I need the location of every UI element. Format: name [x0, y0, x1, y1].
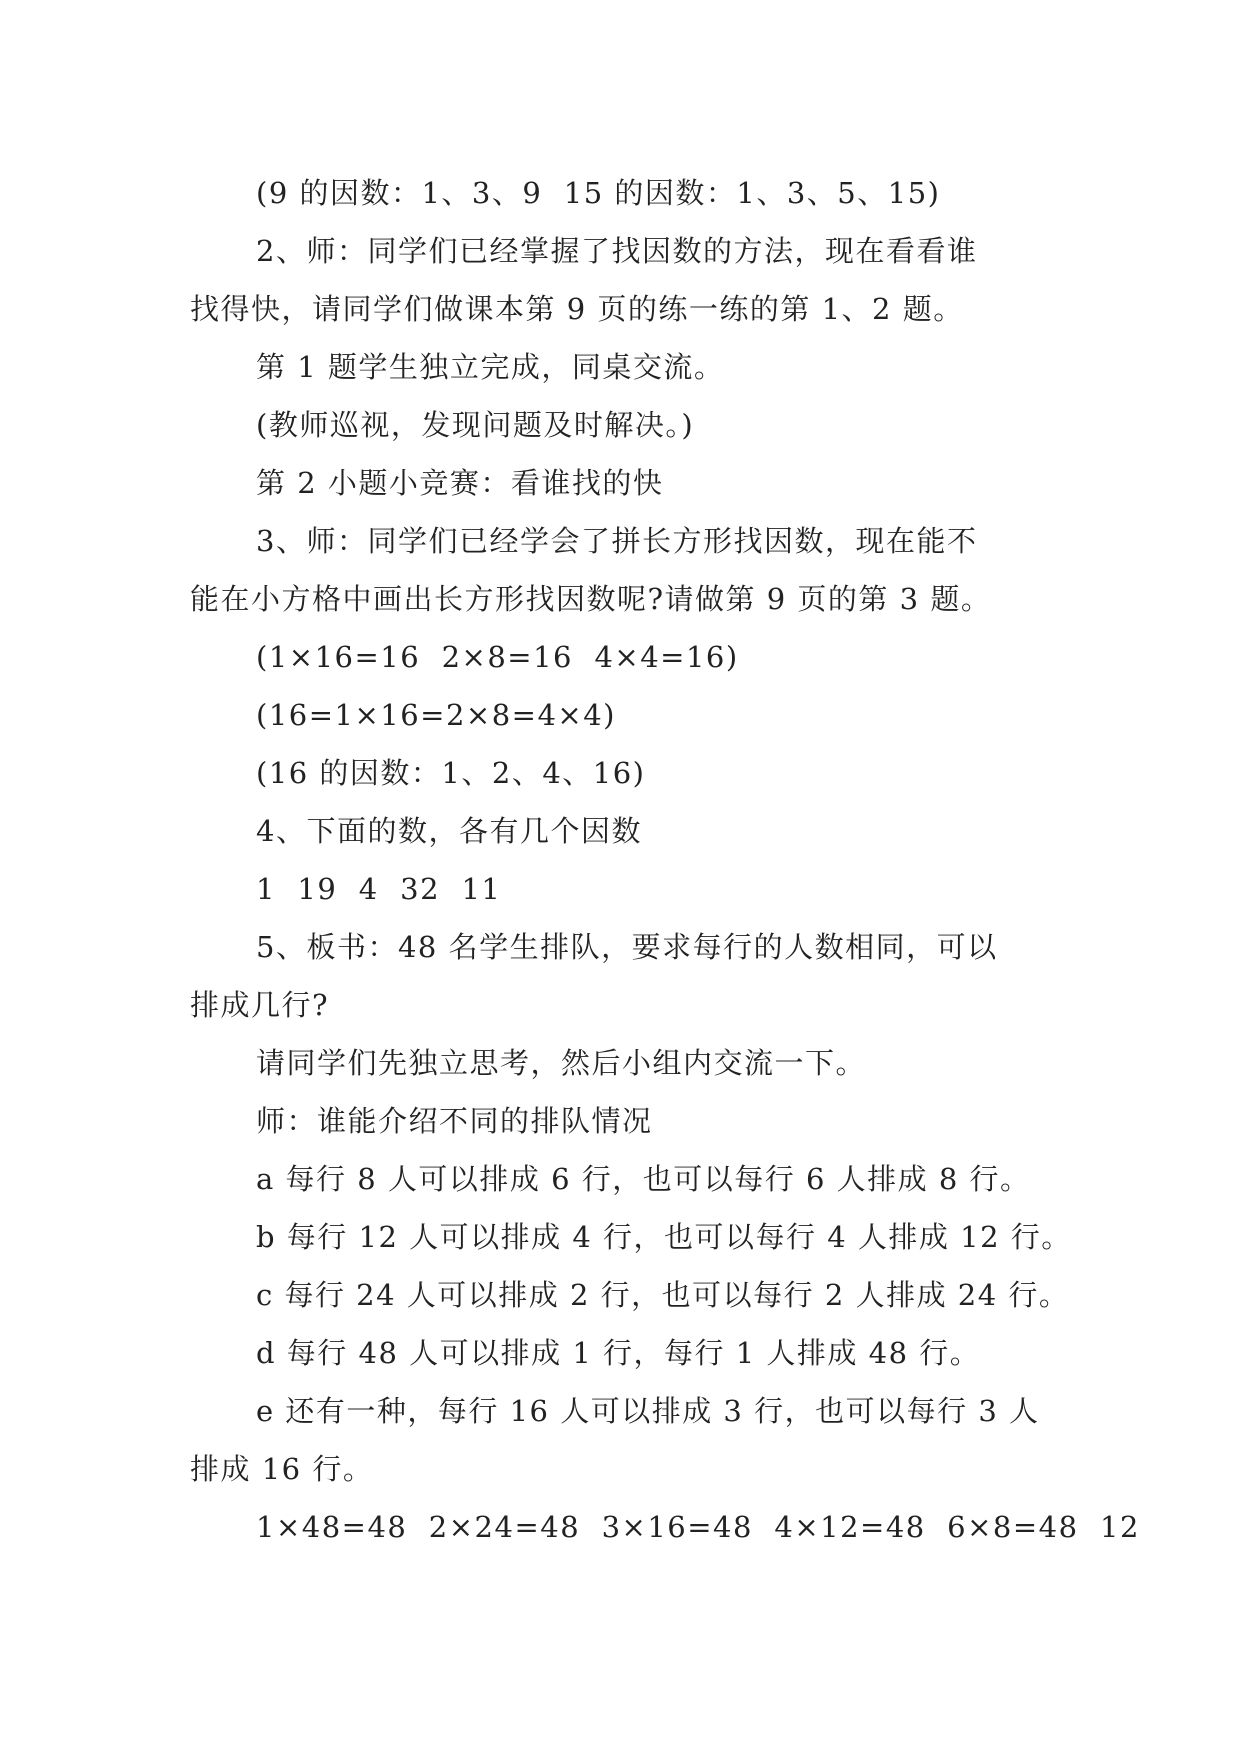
paragraph-line: 师：谁能介绍不同的排队情况	[256, 1104, 653, 1138]
paragraph-continuation-line: 能在小方格中画出长方形找因数呢?请做第 9 页的第 3 题。	[190, 582, 992, 616]
paragraph-continuation-line: 排成几行?	[190, 988, 330, 1022]
paragraph-line: 第 2 小题小竞赛：看谁找的快	[256, 466, 664, 500]
paragraph-line: 1×48=48 2×24=48 3×16=48 4×12=48 6×8=48 12	[256, 1510, 1140, 1544]
paragraph-line: (1×16=16 2×8=16 4×4=16)	[256, 640, 739, 674]
paragraph-line: 3、师：同学们已经学会了拼长方形找因数，现在能不	[256, 524, 978, 558]
paragraph-line: (9 的因数：1、3、9 15 的因数：1、3、5、15)	[256, 176, 941, 210]
paragraph-line: b 每行 12 人可以排成 4 行，也可以每行 4 人排成 12 行。	[256, 1220, 1072, 1254]
paragraph-line: a 每行 8 人可以排成 6 行，也可以每行 6 人排成 8 行。	[256, 1162, 1031, 1196]
paragraph-line: 1 19 4 32 11	[256, 872, 502, 906]
paragraph-line: (16 的因数：1、2、4、16)	[256, 756, 646, 790]
paragraph-line: (16=1×16=2×8=4×4)	[256, 698, 616, 732]
paragraph-continuation-line: 找得快，请同学们做课本第 9 页的练一练的第 1、2 题。	[190, 292, 964, 326]
paragraph-line: 5、板书：48 名学生排队，要求每行的人数相同，可以	[256, 930, 998, 964]
paragraph-line: c 每行 24 人可以排成 2 行，也可以每行 2 人排成 24 行。	[256, 1278, 1070, 1312]
paragraph-line: e 还有一种，每行 16 人可以排成 3 行，也可以每行 3 人	[256, 1394, 1040, 1428]
paragraph-continuation-line: 排成 16 行。	[190, 1452, 374, 1486]
paragraph-line: 请同学们先独立思考，然后小组内交流一下。	[256, 1046, 867, 1080]
paragraph-line: 4、下面的数，各有几个因数	[256, 814, 642, 848]
document-body	[190, 164, 1140, 1556]
paragraph-line: d 每行 48 人可以排成 1 行，每行 1 人排成 48 行。	[256, 1336, 981, 1370]
paragraph-line: 2、师：同学们已经掌握了找因数的方法，现在看看谁	[256, 234, 978, 268]
paragraph-line: 第 1 题学生独立完成，同桌交流。	[256, 350, 725, 384]
paragraph-line: (教师巡视，发现问题及时解决。)	[256, 408, 695, 442]
